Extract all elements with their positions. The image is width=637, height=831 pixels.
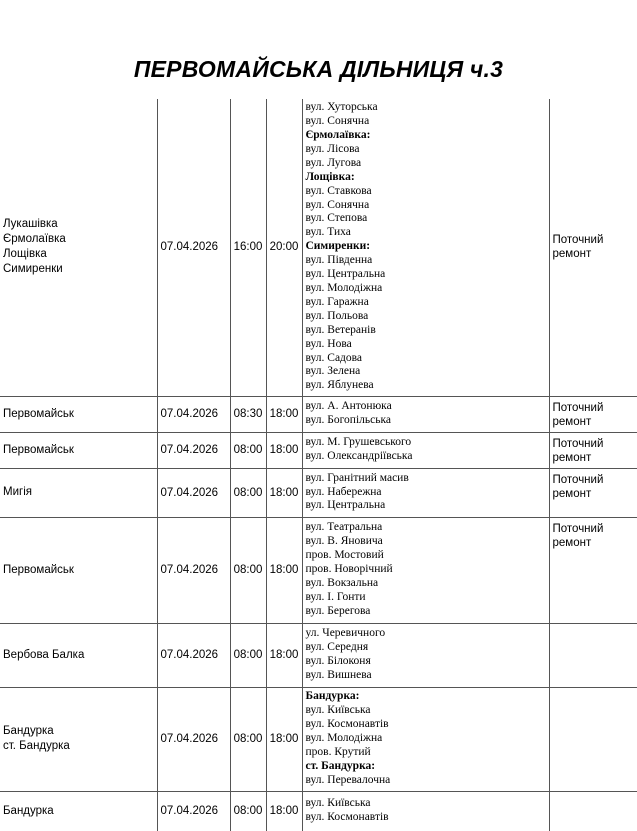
- streets-cell: [302, 791, 549, 831]
- settlement-heading: Симиренки:: [305, 240, 371, 253]
- street-name: вул. М. Грушевського: [305, 436, 412, 449]
- table-row: [0, 623, 637, 687]
- street-name: пров. Крутий: [305, 745, 371, 758]
- settlement-name: Мигія: [3, 486, 32, 498]
- end-time-cell: 18:00: [266, 791, 302, 831]
- street-name: вул. Молодіжна: [305, 732, 383, 745]
- streets-cell: [302, 623, 549, 687]
- end-time-cell: 18:00: [266, 517, 302, 623]
- start-time-cell: 08:00: [230, 517, 266, 623]
- street-name: вул. Олександріївська: [305, 450, 413, 462]
- streets-cell: [302, 396, 549, 432]
- settlement-cell: [0, 99, 157, 396]
- start-time-cell: 08:00: [230, 791, 266, 831]
- table-row: [0, 396, 637, 432]
- street-name: вул. В. Яновича: [305, 535, 383, 548]
- work-type-cell: [549, 791, 637, 831]
- settlement-name: Бандурка: [3, 804, 54, 817]
- street-name: вул. Південна: [305, 254, 373, 267]
- work-type-text: Поточний: [552, 234, 604, 247]
- end-time-cell: 18:00: [266, 623, 302, 687]
- end-time-cell: 18:00: [266, 468, 302, 517]
- street-name: вул. Молодіжна: [305, 282, 383, 295]
- street-name: вул. Гаражна: [305, 295, 369, 308]
- work-type-cell: [549, 396, 637, 432]
- settlement-name: Бандурка: [3, 725, 54, 737]
- work-type-cell: [549, 623, 637, 687]
- settlement-heading: Бандурка:: [305, 690, 360, 703]
- settlement-cell: [0, 687, 157, 791]
- start-time-cell: 08:00: [230, 687, 266, 791]
- date-cell: 07.04.2026: [157, 791, 230, 831]
- start-time-cell: 08:30: [230, 396, 266, 432]
- date-cell: 07.04.2026: [157, 517, 230, 623]
- work-type-text: Поточний: [552, 401, 604, 414]
- street-name: вул. Тиха: [305, 226, 351, 239]
- street-name: вул. Богопільська: [305, 414, 392, 426]
- streets-cell: [302, 99, 549, 396]
- street-name: вул. Космонавтів: [305, 811, 389, 824]
- date-cell: 07.04.2026: [157, 623, 230, 687]
- table-row: [0, 791, 637, 831]
- work-type-text: ремонт: [552, 487, 592, 500]
- street-name: пров. Мостовий: [305, 549, 384, 562]
- date-cell: 07.04.2026: [157, 99, 230, 396]
- streets-cell: [302, 432, 549, 468]
- end-time-cell: 18:00: [266, 687, 302, 791]
- street-name: вул. Київська: [305, 797, 371, 810]
- street-name: вул. Середня: [305, 641, 369, 654]
- settlement-cell: [0, 396, 157, 432]
- work-type-text: ремонт: [552, 248, 592, 261]
- street-name: вул. Театральна: [305, 521, 383, 534]
- end-time-cell: 18:00: [266, 396, 302, 432]
- table-row: [0, 687, 637, 791]
- street-name: вул. Яблунева: [305, 379, 374, 392]
- work-type-text: Поточний: [552, 522, 604, 535]
- start-time-cell: 08:00: [230, 623, 266, 687]
- work-type-cell: [549, 468, 637, 517]
- date-cell: 07.04.2026: [157, 432, 230, 468]
- work-type-cell: [549, 517, 637, 623]
- table-row: [0, 468, 637, 517]
- end-time-cell: 20:00: [266, 99, 302, 396]
- work-type-cell: [549, 432, 637, 468]
- settlement-cell: [0, 517, 157, 623]
- start-time-cell: 16:00: [230, 99, 266, 396]
- settlement-name: Єрмолаївка: [3, 233, 66, 246]
- settlement-cell: [0, 468, 157, 517]
- street-name: вул. Зелена: [305, 365, 361, 378]
- street-name: вул. Центральна: [305, 268, 386, 281]
- table-row: [0, 432, 637, 468]
- end-time-cell: 18:00: [266, 432, 302, 468]
- street-name: вул. І. Гонти: [305, 590, 366, 603]
- street-name: вул. Набережна: [305, 485, 382, 498]
- street-name: вул. Садова: [305, 351, 363, 364]
- street-name: вул. Гранітний масив: [305, 471, 409, 484]
- street-name: пров. Новорічний: [305, 563, 393, 576]
- date-cell: 07.04.2026: [157, 468, 230, 517]
- work-type-text: Поточний: [552, 473, 604, 486]
- settlement-name: Лукашівка: [3, 218, 58, 231]
- street-name: вул. Ветеранів: [305, 323, 376, 336]
- settlement-name: Симиренки: [3, 263, 63, 276]
- street-name: вул. Перевалочна: [305, 773, 391, 786]
- street-name: вул. Ставкова: [305, 184, 372, 197]
- work-type-text: ремонт: [552, 536, 592, 549]
- street-name: вул. А. Антонюка: [305, 400, 392, 413]
- start-time-cell: 08:00: [230, 432, 266, 468]
- work-type-text: ремонт: [552, 415, 592, 428]
- street-name: вул. Сонячна: [305, 198, 370, 211]
- street-name: вул. Нова: [305, 337, 352, 350]
- start-time-cell: 08:00: [230, 468, 266, 517]
- street-name: вул. Білоконя: [305, 655, 371, 667]
- streets-cell: [302, 517, 549, 623]
- street-name: вул. Вишнева: [305, 668, 372, 681]
- work-type-cell: [549, 99, 637, 396]
- street-name: вул. Вокзальна: [305, 576, 379, 589]
- settlement-name: Лощівка: [3, 248, 47, 261]
- street-name: вул. Центральна: [305, 499, 386, 512]
- page-title: ПЕРВОМАЙСЬКА ДІЛЬНИЦЯ ч.3: [133, 56, 504, 82]
- street-name: вул. Степова: [305, 212, 368, 225]
- settlement-name: Вербова Балка: [3, 648, 85, 661]
- settlement-heading: Єрмолаївка:: [305, 129, 371, 142]
- street-name: вул. Сонячна: [305, 115, 370, 128]
- settlement-name: Первомайськ: [3, 407, 74, 420]
- street-name: вул. Берегова: [305, 604, 371, 617]
- work-type-text: Поточний: [552, 437, 604, 450]
- settlement-cell: [0, 623, 157, 687]
- settlement-cell: [0, 432, 157, 468]
- table-row: [0, 99, 637, 396]
- settlement-name: Первомайськ: [3, 563, 74, 576]
- streets-cell: [302, 687, 549, 791]
- street-name: вул. Лугова: [305, 156, 362, 169]
- street-name: вул. Київська: [305, 704, 371, 717]
- street-name: вул. Космонавтів: [305, 718, 389, 731]
- work-type-cell: [549, 687, 637, 791]
- work-type-text: ремонт: [552, 451, 592, 464]
- date-cell: 07.04.2026: [157, 687, 230, 791]
- street-name: вул. Польова: [305, 309, 369, 322]
- table-row: [0, 517, 637, 623]
- date-cell: 07.04.2026: [157, 396, 230, 432]
- settlement-heading: ст. Бандурка:: [305, 759, 376, 772]
- outage-schedule-table: [0, 99, 637, 831]
- settlement-heading: Лощівка:: [305, 170, 355, 183]
- settlement-cell: [0, 791, 157, 831]
- settlement-name: ст. Бандурка: [3, 740, 70, 752]
- street-name: вул. Хуторська: [305, 101, 378, 114]
- street-name: вул. Лісова: [305, 142, 360, 155]
- street-name: ул. Черевичного: [305, 627, 386, 640]
- streets-cell: [302, 468, 549, 517]
- settlement-name: Первомайськ: [3, 443, 74, 456]
